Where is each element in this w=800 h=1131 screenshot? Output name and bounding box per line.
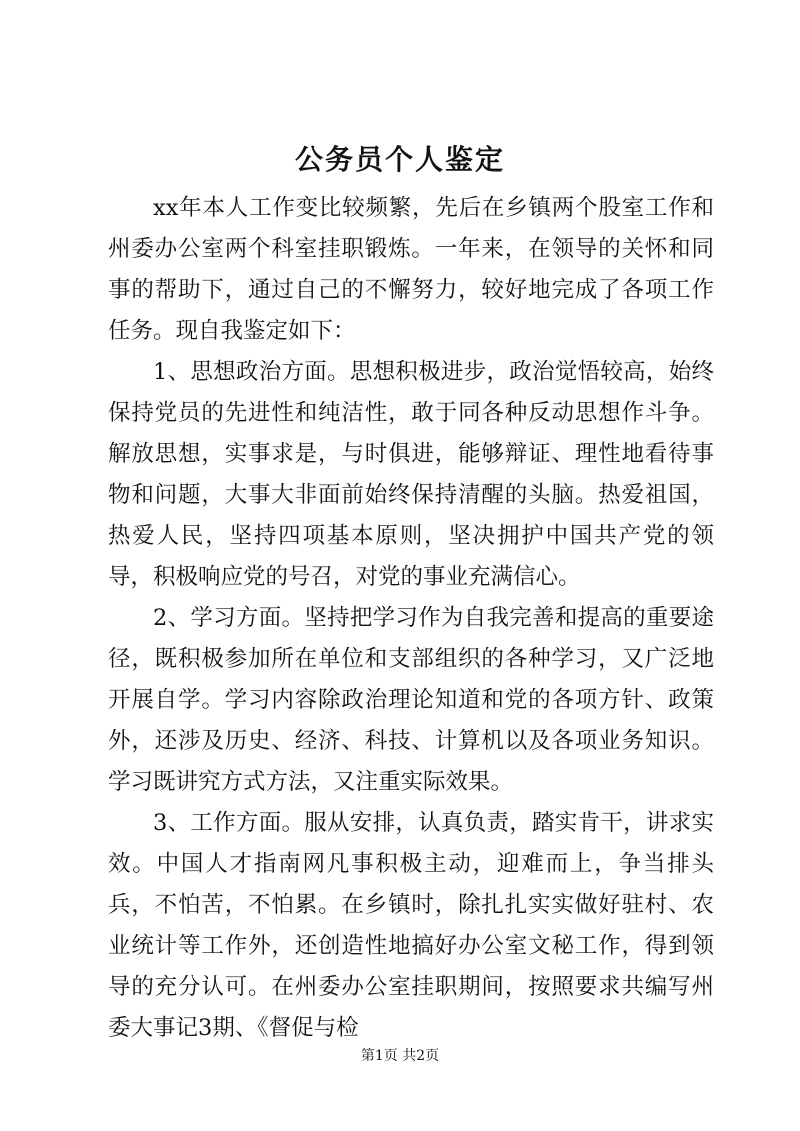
paragraph-political: 1、思想政治方面。思想积极进步，政治觉悟较高，始终保持党员的先进性和纯洁性，敢于同各种反动思想作斗争。解放思想，实事求是，与时俱进，能够辩证、理性地看待事物和问题，大事大非面前始终保持清醒的头脑。热爱祖国，热爱人民，坚持四项基本原则，坚决拥护中国共产党的领导，积极响应党的号召，对党的事业充满信心。	[108, 359, 714, 590]
page-number-footer: 第1页 共2页	[360, 1048, 440, 1064]
document-title: 公务员个人鉴定	[294, 143, 505, 176]
paragraph-study: 2、学习方面。坚持把学习作为自我完善和提高的重要途径，既积极参加所在单位和支部组织的各种学习，又广泛地开展自学。学习内容除政治理论知道和党的各项方针、政策外，还涉及历史、经济、科技、计算机以及各项业务知识。学习既讲究方式方法，又注重实际效果。	[108, 605, 714, 795]
paragraph-work: 3、工作方面。服从安排，认真负责，踏实肯干，讲求实效。中国人才指南网凡事积极主动，迎难而上，争当排头兵，不怕苦，不怕累。在乡镇时，除扎扎实实做好驻村、农业统计等工作外，还创造性地搞好办公室文秘工作，得到领导的充分认可。在州委办公室挂职期间，按照要求共编写州委大事记3期、《督促与检	[108, 810, 714, 1041]
paragraph-intro: xx年本人工作变比较频繁，先后在乡镇两个股室工作和州委办公室两个科室挂职锻炼。一年来，在领导的关怀和同事的帮助下，通过自己的不懈努力，较好地完成了各项工作任务。现自我鉴定如下：	[108, 195, 714, 344]
document-body	[108, 188, 714, 1049]
